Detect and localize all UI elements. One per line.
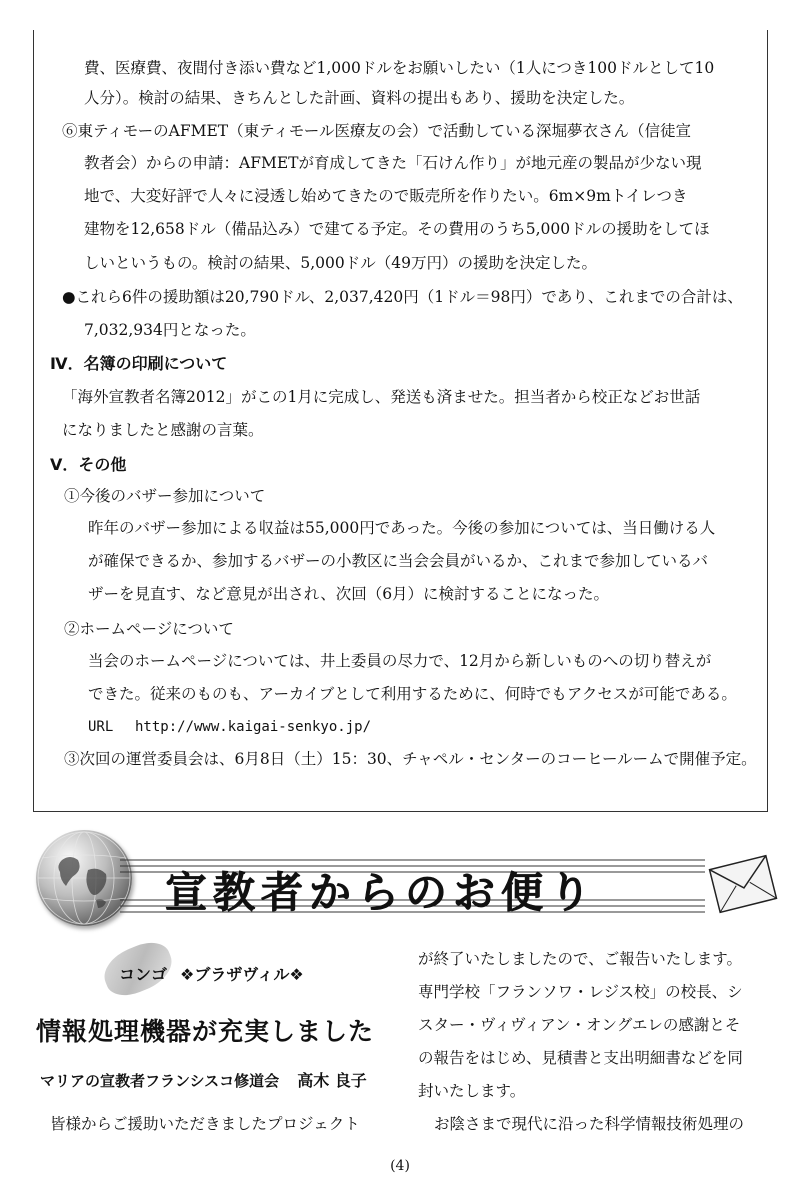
right-col-line-1: が終了いたしましたので、ご報告いたします。: [418, 950, 742, 968]
item-2-line-1: 当会のホームページについては、井上委員の尽力で、12月から新しいものへの切り替えが: [88, 652, 712, 670]
item-2-line-2: できた。従来のものも、アーカイブとして利用するために、何時でもアクセスが可能である。: [88, 685, 737, 703]
section-4-line-2: になりましたと感謝の言葉。: [62, 421, 264, 439]
box-line-5: 地で、大変好評で人々に浸透し始めてきたので販売所を作りたい。6m×9mトイレつき: [84, 187, 688, 205]
item-2-heading: ②ホームページについて: [64, 620, 234, 638]
box-line-9: 7,032,934円となった。: [84, 321, 256, 339]
item-1-line-1: 昨年のバザー参加による収益は55,000円であった。今後の参加については、当日働ける人: [88, 519, 716, 537]
url-label: URL: [88, 719, 114, 735]
right-col-line-5: 封いたします。: [418, 1082, 526, 1100]
article-title: 情報処理機器が充実しました: [36, 1017, 375, 1046]
article-author: [40, 1068, 367, 1091]
item-3: ③次回の運営委員会は、6月8日（土）15：30、チャペル・センターのコーヒールームで開催予定。: [64, 750, 757, 768]
banner-title: 宣教者からのお便り: [165, 868, 598, 917]
page-number: (4): [390, 1158, 410, 1174]
item-1-line-3: ザーを見直す、など意見が出され、次回（6月）に検討することになった。: [88, 585, 610, 603]
item-1-line-2: が確保できるか、参加するバザーの小教区に当会会員がいるか、これまで参加しているバ: [88, 552, 709, 570]
box-line-3: ⑥東ティモーのAFMET（東ティモール医療友の会）で活動している深堀夢衣さん（信徒宣: [62, 122, 691, 140]
left-col-line-1: 皆様からご援助いただきましたプロジェクト: [50, 1115, 360, 1133]
right-col-line-6: お陰さまで現代に沿った科学情報技術処理の: [434, 1115, 745, 1133]
article-region: コンゴ: [119, 965, 168, 984]
letters-banner: [30, 822, 775, 942]
homepage-link[interactable]: http://www.kaigai-senkyo.jp/: [135, 719, 372, 735]
globe-icon: [36, 830, 132, 926]
envelope-icon: [708, 844, 778, 924]
right-col-line-4: の報告をはじめ、見積書と支出明細書などを同: [418, 1049, 743, 1067]
article-city: ❖ブラザヴィル❖: [180, 965, 304, 984]
box-line-6: 建物を12,658ドル（備品込み）で建てる予定。その費用のうち5,000ドルの援助をしてほ: [84, 220, 710, 238]
box-line-2: 人分）。検討の結果、きちんとした計画、資料の提出もあり、援助を決定した。: [84, 89, 635, 107]
section-4-heading: Ⅳ．名簿の印刷について: [50, 354, 228, 373]
box-line-8: ●これら6件の援助額は20,790ドル、2,037,420円（1ドル＝98円）であり、これまでの合計は、: [62, 288, 743, 306]
right-col-line-3: スター・ヴィヴィアン・オングエレの感謝とそ: [418, 1016, 741, 1034]
box-line-4: 教者会）からの申請：AFMETが育成してきた「石けん作り」が地元産の製品が少ない現: [84, 154, 702, 172]
author-org: マリアの宣教者フランシスコ修道会: [40, 1072, 280, 1090]
box-line-1: 費、医療費、夜間付き添い費など1,000ドルをお願いしたい（1人につき100ドルとして10: [84, 59, 715, 77]
author-name: 高木 良子: [297, 1071, 367, 1090]
item-1-heading: ①今後のバザー参加について: [64, 487, 266, 505]
box-line-7: しいというもの。検討の結果、5,000ドル（49万円）の援助を決定した。: [84, 254, 597, 272]
right-col-line-2: 専門学校「フランソワ・レジス校」の校長、シ: [418, 983, 743, 1001]
section-5-heading: Ⅴ．その他: [50, 455, 127, 474]
section-4-line-1: 「海外宣教者名簿2012」がこの1月に完成し、発送も済ませた。担当者から校正などお世話: [62, 388, 701, 406]
